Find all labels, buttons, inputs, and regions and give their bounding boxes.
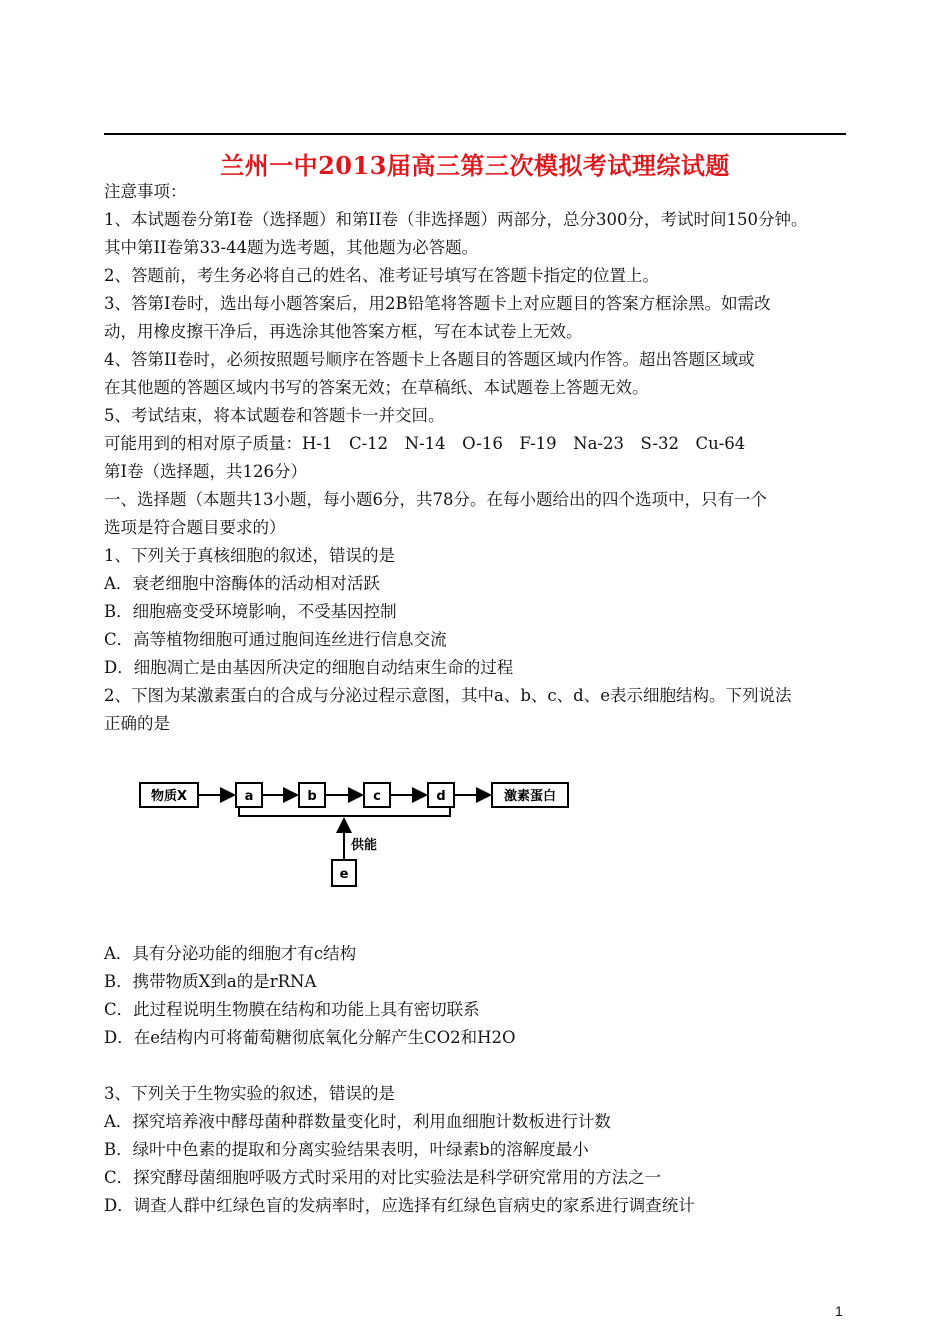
body-text-continued [104, 940, 852, 1220]
q2-option-d: D．在e结构内可将葡萄糖彻底氧化分解产生CO2和H2O [104, 1028, 516, 1047]
q3-stem: 3、下列关于生物实验的叙述，错误的是 [104, 1084, 395, 1103]
notice-4a: 4、答第II卷时，必须按照题号顺序在答题卡上各题目的答题区域内作答。超出答题区域或 [104, 350, 755, 369]
notice-3b: 动，用橡皮擦干净后，再选涂其他答案方框，写在本试卷上无效。 [104, 322, 583, 341]
header-rule [104, 133, 846, 135]
q1-option-a: A．衰老细胞中溶酶体的活动相对活跃 [104, 574, 380, 593]
label-c: c [373, 789, 381, 804]
q1-stem: 1、下列关于真核细胞的叙述，错误的是 [104, 546, 395, 565]
notice-1a: 1、本试题卷分第I卷（选择题）和第II卷（非选择题）两部分，总分300分，考试时间150分钟。 [104, 210, 808, 229]
notice-heading: 注意事项： [104, 182, 187, 201]
secretion-diagram [136, 770, 576, 895]
part1-instr-a: 一、选择题（本题共13小题，每小题6分，共78分。在每小题给出的四个选项中，只有一个 [104, 490, 767, 509]
label-hormone: 激素蛋白 [503, 789, 557, 804]
notice-2: 2、答题前，考生务必将自己的姓名、准考证号填写在答题卡指定的位置上。 [104, 266, 659, 285]
q1-option-b: B．细胞癌变受环境影响，不受基因控制 [104, 602, 397, 621]
q3-option-c: C．探究酵母菌细胞呼吸方式时采用的对比实验法是科学研究常用的方法之一 [104, 1168, 662, 1187]
label-e: e [339, 867, 349, 882]
q2-option-c: C．此过程说明生物膜在结构和功能上具有密切联系 [104, 1000, 480, 1019]
q2-stem-a: 2、下图为某激素蛋白的合成与分泌过程示意图，其中a、b、c、d、e表示细胞结构。下列说法 [104, 686, 792, 705]
q3-option-a: A．探究培养液中酵母菌种群数量变化时，利用血细胞计数板进行计数 [104, 1112, 611, 1131]
q2-option-b: B．携带物质X到a的是rRNA [104, 972, 317, 991]
section-heading: 第Ⅰ卷（选择题，共126分） [104, 462, 308, 481]
label-d: d [436, 789, 446, 804]
label-energy: 供能 [351, 838, 378, 853]
atomic-masses: 可能用到的相对原子质量：H-1 C-12 N-14 O-16 F-19 Na-23 S-32 Cu-64 [104, 434, 746, 453]
q3-option-b: B．绿叶中色素的提取和分离实验结果表明，叶绿素b的溶解度最小 [104, 1140, 589, 1159]
q1-option-d: D．细胞凋亡是由基因所决定的细胞自动结束生命的过程 [104, 658, 514, 677]
page-title: 兰州一中2013届高三第三次模拟考试理综试题 [220, 151, 730, 180]
body-text [104, 178, 852, 738]
q2-option-a: A．具有分泌功能的细胞才有c结构 [104, 944, 357, 963]
notice-3a: 3、答第I卷时，选出每小题答案后，用2B铅笔将答题卡上对应题目的答案方框涂黑。如需改 [104, 294, 771, 313]
q2-stem-b: 正确的是 [104, 714, 170, 733]
energy-bracket [239, 807, 450, 816]
blank-line [104, 1052, 852, 1080]
label-b: b [307, 789, 317, 804]
label-substance-x: 物质X [150, 789, 188, 804]
q1-option-c: C．高等植物细胞可通过胞间连丝进行信息交流 [104, 630, 447, 649]
label-a: a [244, 789, 254, 804]
notice-1b: 其中第II卷第33-44题为选考题，其他题为必答题。 [104, 238, 479, 257]
part1-instr-b: 选项是符合题目要求的） [104, 518, 286, 537]
notice-4b: 在其他题的答题区域内书写的答案无效；在草稿纸、本试题卷上答题无效。 [104, 378, 649, 397]
notice-5: 5、考试结束，将本试题卷和答题卡一并交回。 [104, 406, 445, 425]
q3-option-d: D．调查人群中红绿色盲的发病率时，应选择有红绿色盲病史的家系进行调查统计 [104, 1196, 695, 1215]
page-number: 1 [835, 1303, 843, 1319]
